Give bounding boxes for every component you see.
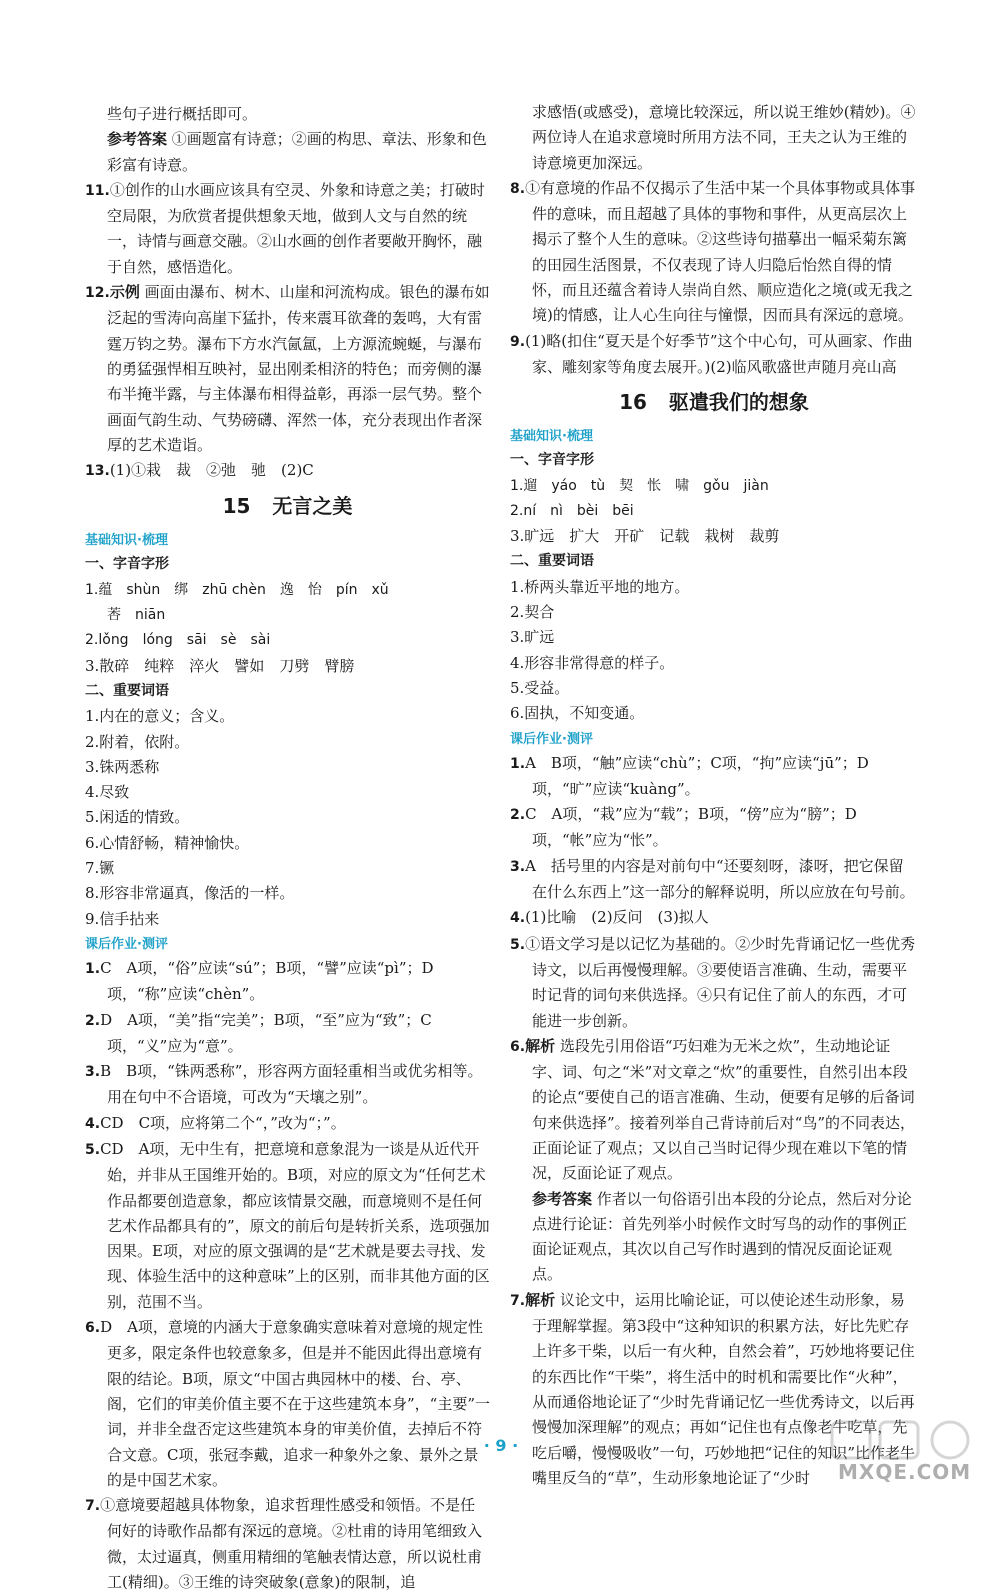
question-text: CD A项，无中生有，把意境和意象混为一谈是从近代开始，并非从王国维开始的。B项，对应的原文为“任何艺术作品都要创造意象，都应该情景交融，而意境则不是任何艺术作品都具有的”，原文的前后句是转折关系，选项强加因果。E项，对应的原文强调的是“艺术就是要去寻找、发现、体验生活中的这种意味”上的区别，而非其他方面的区别，范围不当。 <box>100 1139 490 1311</box>
example-label: 示例 <box>109 283 140 302</box>
question-number: 4. <box>510 910 526 927</box>
question-text: D A项，“美”指“完美”；B项，“至”应为“致”；C项，“义”应为“意”。 <box>100 1010 432 1055</box>
list-item: 3.旷远 扩大 开矿 记载 栽树 裁剪 <box>510 527 780 546</box>
exercise-1 <box>85 956 490 1008</box>
question-text: A B项，“触”应读“chù”；C项，“拘”应读“jū”；D项，“旷”应读“kuàng”。 <box>525 753 869 798</box>
exercise-8 <box>510 176 918 329</box>
question-number: 5. <box>85 1141 101 1158</box>
question-text: ①语文学习是以记忆为基础的。②少时先背诵记忆一些优秀诗文，以后再慢慢理解。③要使语言准确、生动，需要平时记背的词句来供选择。④只有记住了前人的东西，才可能进一步创新。 <box>525 934 916 1030</box>
list-item: 1.蕴 shùn 绑 zhū chèn 逸 怡 pín xǔ <box>85 581 389 598</box>
list-item: 6.心情舒畅，精神愉快。 <box>85 833 250 852</box>
question-number: 6. <box>510 1038 526 1055</box>
list-item: 2.附着，依附。 <box>85 732 190 751</box>
homework-badge: 课后作业·测评 <box>510 731 593 747</box>
list-item: 2.ní nì bèi bēi <box>510 502 634 519</box>
list-item: 1.桥两头靠近平地的地方。 <box>510 577 690 596</box>
subheading-pronunciation: 一、字音字形 <box>510 452 594 469</box>
intro-continuation: 些句子进行概括即可。 <box>107 105 258 123</box>
list-item: 1.遛 yáo tù 契 怅 啸 gǒu jiàn <box>510 477 769 494</box>
answer-label: 参考答案 <box>532 1189 593 1208</box>
answer-label: 参考答案 <box>107 130 168 149</box>
question-12 <box>85 280 490 458</box>
question-11 <box>85 178 490 280</box>
question-number: 5. <box>510 936 526 953</box>
question-text: (1)①栽 裁 ②弛 驰 (2)C <box>109 461 314 480</box>
analysis-label: 解析 <box>525 1036 556 1055</box>
question-text: 选段先引用俗语“巧妇难为无米之炊”，生动地论证字、词、句之“米”对文章之“炊”的重要性，自然引出本段的论点“要使自己的语言准确、生动，便要有足够的后备词句来供选择”。接着列举自己背诗前后对“鸟”的不同表达，正面论证了观点；又以自己当时记得少现在难以下笔的情况，反面论证了观点。 <box>532 1036 916 1183</box>
question-text: B B项，“铢两悉称”，形容两方面轻重相当或优劣相等。用在句中不合语境，可改为“天壤之别”。 <box>100 1062 483 1107</box>
exercise-3 <box>85 1059 490 1111</box>
question-number: 3. <box>510 858 526 875</box>
section-number: 16 <box>619 390 647 415</box>
list-item: 8.形容非常逼真，像活的一样。 <box>85 884 295 903</box>
section-title: 驱遣我们的想象 <box>668 390 809 415</box>
question-text: 议论文中，运用比喻论证，可以使论述生动形象，易于理解掌握。第3段中“这种知识的积累方法，好比先贮存上许多干柴，以后一有火种，自然会着”，巧妙地将要记住的东西比作“干柴”，将生活中的时机和需要比作“火种”，从而通俗地论证了“少时先背诵记忆一些优秀诗文，以后再慢慢加深理解”的观点；再如“记住也有点像老牛吃草，先吃后嚼，慢慢吸收”一句，巧妙地把“记住的知识”比作老牛嘴里反刍的“草”，生动形象地论证了“少时 <box>532 1290 916 1487</box>
list-item: 2.lǒng lóng sāi sè sài <box>85 632 271 649</box>
question-number: 6. <box>85 1320 101 1337</box>
question-number: 11. <box>85 182 110 199</box>
homework-4 <box>510 905 918 931</box>
question-number: 2. <box>85 1012 101 1029</box>
list-item: 1.内在的意义；含义。 <box>85 707 235 726</box>
question-text: D A项，意境的内涵大于意象确实意味着对意境的规定性更多，限定条件也较意象多，但是并不能因此得出意境有限的结论。B项，原文“中国古典园林中的楼、台、亭、阁，它们的审美价值主要不在于这些建筑本身”，“主要”一词，并非全盘否定这些建筑本身的审美价值，去掉后不符合文意。C项，张冠李戴，追求一种象外之象、景外之景的是中国艺术家。 <box>100 1318 491 1489</box>
question-number: 13. <box>85 463 110 480</box>
question-text: ①创作的山水画应该具有空灵、外象和诗意之美；打破时空局限，为欣赏者提供想象天地，做到人文与自然的统一，诗情与画意交融。②山水画的创作者要敞开胸怀，融于自然，感悟造化。 <box>107 180 485 276</box>
list-item: 7.镢 <box>85 859 115 878</box>
homework-3 <box>510 854 918 906</box>
answer-text: ①画题富有诗意；②画的构思、章法、形象和色彩富有诗意。 <box>107 130 487 174</box>
basic-knowledge-badge: 基础知识·梳理 <box>85 533 168 549</box>
page-number: · 9 · <box>483 1436 519 1455</box>
basic-knowledge-badge: 基础知识·梳理 <box>510 429 593 445</box>
question-number: 8. <box>510 180 526 197</box>
exercise-7-continuation: 求感悟(或感受)，意境比较深远，所以说王维妙(精妙)。④两位诗人在追求意境时所用方法不同，王夫之认为王维的诗意境更加深远。 <box>532 103 916 172</box>
homework-badge: 课后作业·测评 <box>85 936 168 952</box>
homework-2 <box>510 802 918 854</box>
list-item: 2.契合 <box>510 603 555 622</box>
section-15-title <box>85 492 490 520</box>
list-item: 3.旷远 <box>510 628 555 647</box>
question-text: C A项，“栽”应为“载”；B项，“傍”应为“膀”；D项，“帐”应为“怅”。 <box>525 805 857 850</box>
exercise-9 <box>510 329 918 381</box>
question-number: 12. <box>85 285 110 302</box>
question-number: 7. <box>85 1498 101 1515</box>
homework-6-answer <box>510 1187 918 1288</box>
exercise-6 <box>85 1315 490 1493</box>
question-text: 画面由瀑布、树木、山崖和河流构成。银色的瀑布如泛起的雪涛向高崖下猛扑，传来震耳欲聋的轰鸣，大有雷霆万钧之势。瀑布下方水汽氤氲，上方源流蜿蜒，与瀑布的勇猛强悍相互映衬，显出刚柔相济的特色；而旁侧的瀑布半掩半露，与主体瀑布相得益彰，再添一层气势。整个画面气韵生动、气势磅礴、浑然一体，充分表现出作者深厚的艺术造诣。 <box>107 283 490 454</box>
list-item: 4.形容非常得意的样子。 <box>510 653 675 672</box>
answer-10 <box>85 127 490 178</box>
subheading-vocabulary: 二、重要词语 <box>85 682 169 699</box>
homework-6 <box>510 1034 918 1187</box>
exercise-4 <box>85 1111 490 1137</box>
list-item: 4.尽致 <box>85 783 130 802</box>
answer-text: 作者以一句俗语引出本段的分论点，然后对分论点进行论证：首先列举小时候作文时写鸟的动作的事例正面论证观点，其次以自己写作时遇到的情况反面论证观点。 <box>532 1189 912 1284</box>
list-item: 5.闲适的情致。 <box>85 808 190 827</box>
question-13 <box>85 458 490 484</box>
question-text: A 括号里的内容是对前句中“还要刻呀，漆呀，把它保留在什么东西上”这一部分的解释说明，所以应放在句号前。 <box>525 856 915 902</box>
question-text: (1)比喻 (2)反问 (3)拟人 <box>525 908 709 927</box>
question-text: ①有意境的作品不仅揭示了生活中某一个具体事物或具体事件的意味，而且超越了具体的事物和事件，从更高层次上揭示了整个人生的意味。②这些诗句描摹出一幅采菊东篱的田园生活图景，不仅表现了诗人归隐后怡然自得的情怀，而且还蕴含着诗人崇尚自然、顺应造化之境(或无我之境)的情感，让人心生向往与憧憬，因而具有深远的意境。 <box>525 178 916 325</box>
exercise-5 <box>85 1137 490 1315</box>
analysis-label: 解析 <box>525 1290 556 1309</box>
list-item: 6.固执，不知变通。 <box>510 704 645 723</box>
list-item: 5.受益。 <box>510 678 570 697</box>
section-number: 15 <box>222 494 251 519</box>
left-column <box>85 102 490 1595</box>
list-item: 9.信手拈来 <box>85 909 160 928</box>
exercise-7 <box>85 1493 490 1595</box>
question-number: 7. <box>510 1292 526 1309</box>
question-text: (1)略(扣住“夏天是个好季节”这个中心句，可从画家、作曲家、雕刻家等角度去展开。)(2)临风歌盛世声随月亮山高 <box>525 331 913 376</box>
question-number: 1. <box>85 960 101 977</box>
question-number: 2. <box>510 807 526 824</box>
question-text: CD C项，应将第二个“，”改为“；”。 <box>100 1113 346 1132</box>
list-item: 3.散碎 纯粹 淬火 譬如 刀劈 臂膀 <box>85 656 355 675</box>
section-16-title <box>510 388 918 416</box>
list-item: 莕 niān <box>107 607 166 624</box>
list-item: 3.铢两悉称 <box>85 757 160 776</box>
question-text: ①意境要超越具体物象，追求哲理性感受和领悟。不是任何好的诗歌作品都有深远的意境。②杜甫的诗用笔细致入微，太过逼真，侧重用精细的笔触表情达意，所以说杜甫工(精细)。③王维的诗突破象(意象)的限制，追 <box>100 1496 483 1592</box>
homework-1 <box>510 751 918 803</box>
question-number: 4. <box>85 1115 101 1132</box>
homework-5 <box>510 932 918 1034</box>
right-column <box>510 100 918 1491</box>
question-number: 1. <box>510 755 526 772</box>
watermark-text: MXQE.COM <box>838 1460 972 1484</box>
question-number: 9. <box>510 333 526 350</box>
exercise-2 <box>85 1008 490 1060</box>
question-text: C A项，“俗”应读“sú”；B项，“譬”应读“pì”；D项，“称”应读“chèn”。 <box>100 958 434 1004</box>
subheading-pronunciation: 一、字音字形 <box>85 556 169 573</box>
section-title: 无言之美 <box>272 494 353 519</box>
question-number: 3. <box>85 1064 101 1081</box>
subheading-vocabulary: 二、重要词语 <box>510 553 594 570</box>
